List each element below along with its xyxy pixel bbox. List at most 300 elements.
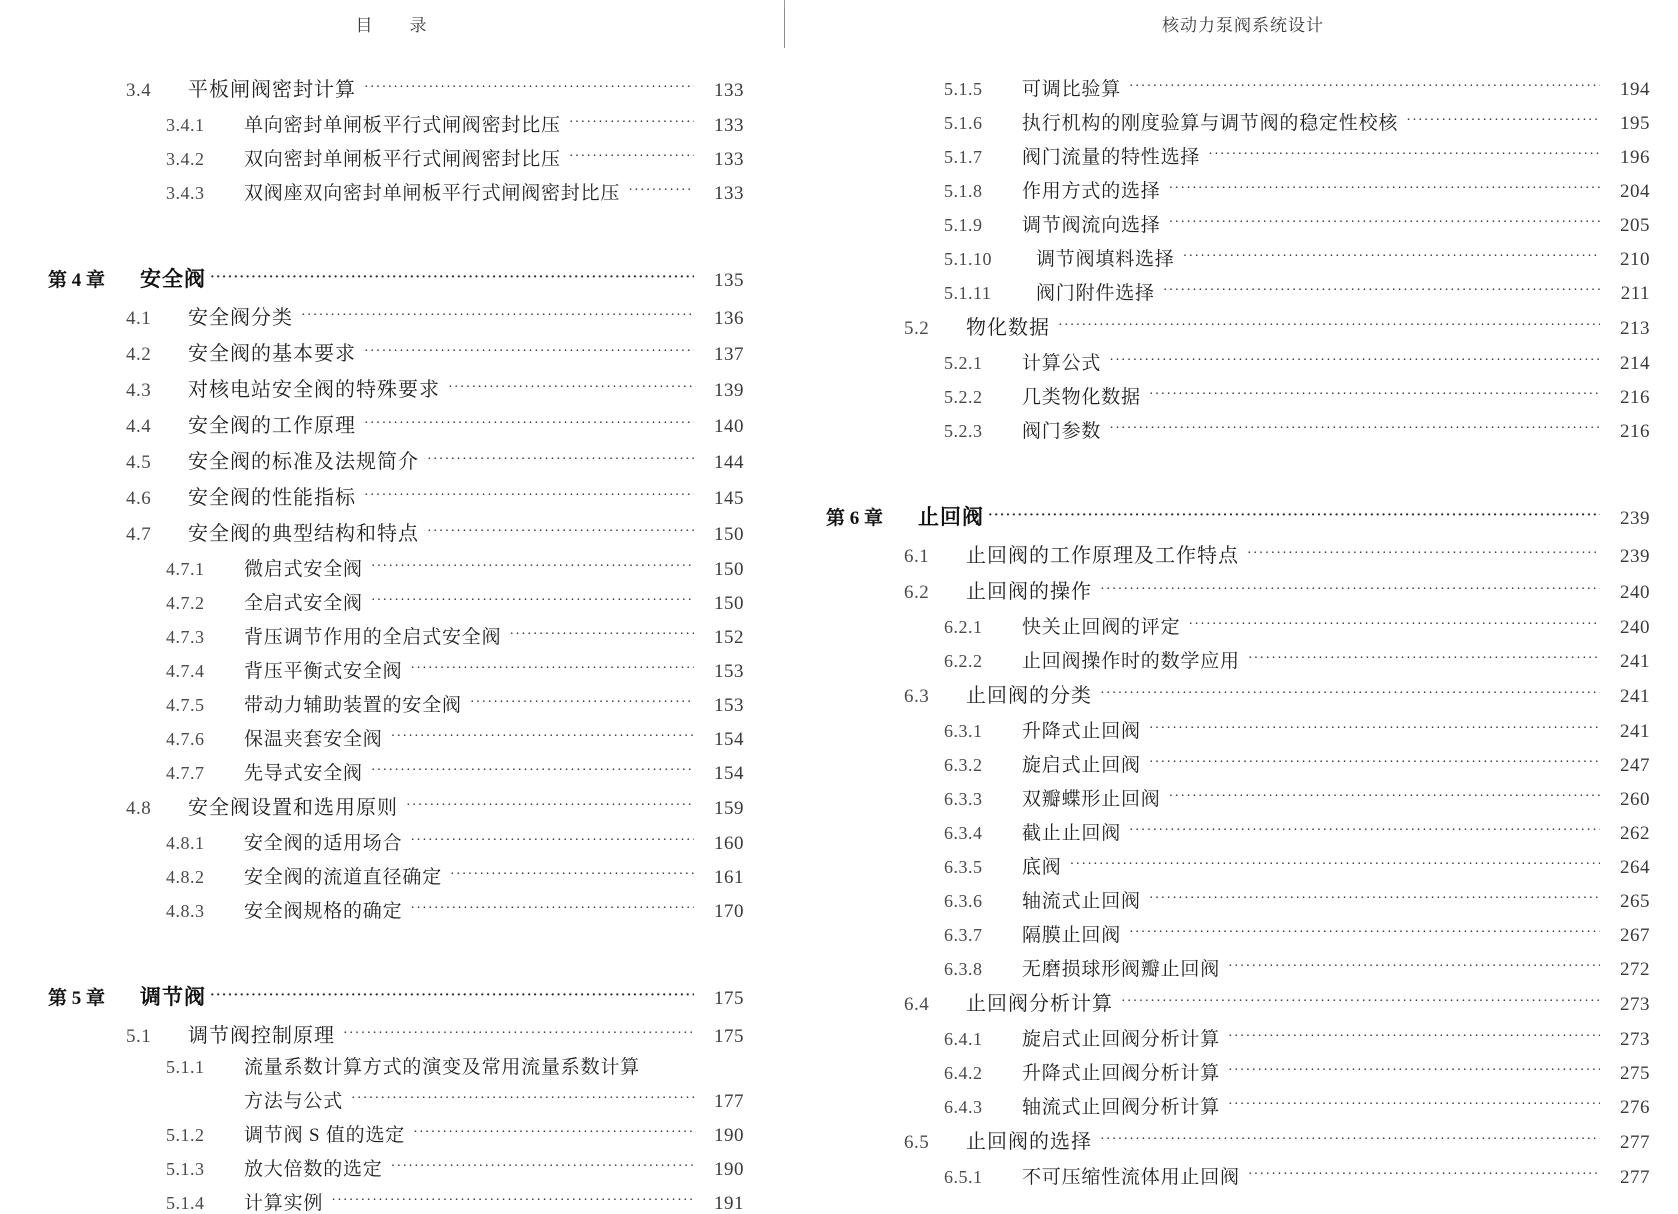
toc-page-number: 145 bbox=[714, 488, 744, 509]
toc-page-number: 241 bbox=[1620, 651, 1650, 672]
toc-page-number: 195 bbox=[1620, 113, 1650, 134]
toc-page-number: 153 bbox=[714, 695, 744, 716]
toc-leader-dots bbox=[406, 794, 694, 814]
toc-leader-dots bbox=[1109, 418, 1600, 437]
toc-leader-dots bbox=[1406, 110, 1600, 129]
toc-entry-title: 计算实例 bbox=[244, 1193, 324, 1214]
toc-entry-title: 调节阀流向选择 bbox=[1022, 215, 1161, 236]
toc-entry-number: 4.6 bbox=[126, 488, 152, 509]
toc-entry-number: 6.2.1 bbox=[944, 617, 983, 637]
toc-entry-number: 5.1.6 bbox=[944, 113, 983, 133]
toc-entry-number: 5.1.3 bbox=[166, 1159, 205, 1179]
toc-entry-number: 6.3.2 bbox=[944, 755, 983, 775]
toc-leader-dots bbox=[1228, 1060, 1600, 1079]
toc-entry-title: 止回阀的操作 bbox=[966, 581, 1092, 603]
toc-entry[interactable] bbox=[826, 888, 1650, 911]
toc-entry-number: 5.1.5 bbox=[944, 79, 983, 99]
toc-leader-dots bbox=[988, 504, 1600, 524]
toc-page-number: 154 bbox=[714, 763, 744, 784]
toc-entry-number: 4.7.1 bbox=[166, 559, 205, 579]
toc-entry-title: 作用方式的选择 bbox=[1022, 181, 1161, 202]
toc-entry[interactable] bbox=[826, 1026, 1650, 1049]
toc-entry-number: 6.5.1 bbox=[944, 1167, 983, 1187]
toc-entry[interactable] bbox=[826, 280, 1650, 303]
toc-entry-number: 5.2.2 bbox=[944, 387, 983, 407]
toc-entry-title: 安全阀的基本要求 bbox=[188, 343, 356, 365]
toc-page-number: 210 bbox=[1620, 249, 1650, 270]
toc-entry-number: 4.7.2 bbox=[166, 593, 205, 613]
toc-leader-dots bbox=[391, 726, 694, 745]
toc-entry-title: 阀门流量的特性选择 bbox=[1022, 147, 1201, 168]
toc-entry[interactable] bbox=[826, 418, 1650, 441]
toc-leader-dots bbox=[371, 590, 694, 609]
toc-entry-number: 4.2 bbox=[126, 344, 152, 365]
toc-leader-dots bbox=[1149, 888, 1600, 907]
toc-page-number: 216 bbox=[1620, 387, 1650, 408]
toc-leader-dots bbox=[410, 658, 694, 677]
toc-leader-dots bbox=[331, 1190, 694, 1209]
toc-entry-title: 物化数据 bbox=[966, 317, 1050, 339]
toc-leader-dots bbox=[427, 520, 694, 540]
toc-leader-dots bbox=[351, 1088, 694, 1107]
toc-leader-dots bbox=[364, 484, 694, 504]
toc-page-number: 247 bbox=[1620, 755, 1650, 776]
toc-entry[interactable] bbox=[48, 692, 744, 715]
toc-page-number: 152 bbox=[714, 627, 744, 648]
toc-entry-title: 全启式安全阀 bbox=[244, 593, 363, 614]
toc-entry-number: 第 6 章 bbox=[826, 508, 884, 529]
toc-entry[interactable] bbox=[826, 1128, 1650, 1152]
toc-entry[interactable] bbox=[48, 984, 744, 1008]
toc-page-number: 277 bbox=[1620, 1132, 1650, 1153]
toc-entry-number: 5.1.9 bbox=[944, 215, 983, 235]
toc-leader-dots bbox=[1149, 752, 1600, 771]
toc-entry-title: 止回阀 bbox=[918, 505, 984, 529]
toc-leader-dots bbox=[470, 692, 694, 711]
toc-entry-title: 背压调节作用的全启式安全阀 bbox=[244, 627, 502, 648]
toc-entry-title: 流量系数计算方式的演变及常用流量系数计算 bbox=[244, 1057, 641, 1078]
right-running-head bbox=[826, 0, 1650, 46]
toc-page-number: 154 bbox=[714, 729, 744, 750]
toc-leader-dots bbox=[1228, 1094, 1600, 1113]
toc-page-number: 140 bbox=[714, 416, 744, 437]
toc-leader-dots bbox=[1109, 350, 1600, 369]
toc-entry[interactable] bbox=[826, 648, 1650, 671]
toc-entry[interactable] bbox=[48, 76, 744, 100]
toc-entry-title: 安全阀的典型结构和特点 bbox=[188, 523, 419, 545]
toc-page-number: 204 bbox=[1620, 181, 1650, 202]
toc-page-number: 196 bbox=[1620, 147, 1650, 168]
toc-page-number: 273 bbox=[1620, 994, 1650, 1015]
toc-entry-number: 5.2.1 bbox=[944, 353, 983, 373]
toc-page-number: 175 bbox=[714, 988, 744, 1009]
toc-page-number: 214 bbox=[1620, 353, 1650, 374]
toc-page-number: 241 bbox=[1620, 721, 1650, 742]
toc-entry-title: 隔膜止回阀 bbox=[1022, 925, 1122, 946]
toc-page-number: 190 bbox=[714, 1125, 744, 1146]
toc-entry-number: 5.1.8 bbox=[944, 181, 983, 201]
toc-page-number: 191 bbox=[714, 1193, 744, 1214]
toc-entry-number: 6.3.7 bbox=[944, 925, 983, 945]
toc-leader-dots bbox=[1100, 1128, 1600, 1148]
toc-entry-number: 6.3.3 bbox=[944, 789, 983, 809]
toc-entry[interactable] bbox=[826, 504, 1650, 528]
toc-entry-number: 5.1 bbox=[126, 1026, 152, 1047]
right-page bbox=[786, 0, 1678, 1188]
toc-entry[interactable] bbox=[826, 1094, 1650, 1117]
toc-page-number: 262 bbox=[1620, 823, 1650, 844]
toc-page-number: 275 bbox=[1620, 1063, 1650, 1084]
toc-page-number: 159 bbox=[714, 798, 744, 819]
toc-entry[interactable] bbox=[48, 484, 744, 508]
toc-entry-title: 无磨损球形阀瓣止回阀 bbox=[1022, 959, 1221, 980]
section-spacer bbox=[48, 932, 744, 958]
toc-page-number: 177 bbox=[714, 1091, 744, 1112]
toc-entry-number: 6.3.5 bbox=[944, 857, 983, 877]
toc-entry[interactable] bbox=[48, 898, 744, 921]
toc-entry-number: 4.5 bbox=[126, 452, 152, 473]
toc-entry-number: 6.3.6 bbox=[944, 891, 983, 911]
toc-entry-title: 安全阀的性能指标 bbox=[188, 487, 356, 509]
right-running-head-text: 核动力泵阀系统设计 bbox=[1162, 15, 1324, 35]
toc-entry-number: 4.8.1 bbox=[166, 833, 205, 853]
toc-entry-number: 5.1.11 bbox=[944, 283, 992, 303]
toc-entry[interactable] bbox=[826, 76, 1650, 99]
toc-page-number: 153 bbox=[714, 661, 744, 682]
toc-page-number: 240 bbox=[1620, 617, 1650, 638]
toc-entry-title: 保温夹套安全阀 bbox=[244, 729, 383, 750]
toc-entry-number: 4.7.4 bbox=[166, 661, 205, 681]
toc-page-number: 213 bbox=[1620, 318, 1650, 339]
toc-entry-number: 第 5 章 bbox=[48, 988, 106, 1009]
toc-leader-dots bbox=[1129, 76, 1600, 95]
toc-entry-title: 轴流式止回阀分析计算 bbox=[1022, 1097, 1221, 1118]
toc-entry[interactable] bbox=[48, 658, 744, 681]
toc-entry[interactable] bbox=[826, 178, 1650, 201]
toc-leader-dots bbox=[509, 624, 694, 643]
toc-entry-title: 安全阀的适用场合 bbox=[244, 833, 403, 854]
toc-entry-title: 止回阀的选择 bbox=[966, 1131, 1092, 1153]
toc-entry-title: 阀门参数 bbox=[1022, 421, 1102, 442]
toc-entry[interactable] bbox=[826, 542, 1650, 566]
toc-leader-dots bbox=[1228, 956, 1600, 975]
toc-leader-dots bbox=[1129, 922, 1600, 941]
toc-entry[interactable] bbox=[826, 854, 1650, 877]
toc-entry[interactable] bbox=[48, 590, 744, 613]
toc-entry-number: 4.8 bbox=[126, 798, 152, 819]
toc-entry-number: 4.7.3 bbox=[166, 627, 205, 647]
toc-leader-dots bbox=[1183, 246, 1600, 265]
toc-entry-title: 带动力辅助装置的安全阀 bbox=[244, 695, 462, 716]
toc-leader-dots bbox=[371, 556, 694, 575]
toc-entry[interactable] bbox=[826, 314, 1650, 338]
toc-entry[interactable] bbox=[48, 1058, 744, 1077]
toc-entry[interactable] bbox=[826, 578, 1650, 602]
toc-entry[interactable] bbox=[48, 1156, 744, 1179]
toc-entry[interactable] bbox=[826, 922, 1650, 945]
toc-page-number: 276 bbox=[1620, 1097, 1650, 1118]
toc-entry-title: 调节阀 bbox=[140, 985, 206, 1009]
toc-entry[interactable] bbox=[48, 448, 744, 472]
toc-entry-title: 截止止回阀 bbox=[1022, 823, 1122, 844]
toc-page-number: 139 bbox=[714, 380, 744, 401]
toc-entry-title: 底阀 bbox=[1022, 857, 1062, 878]
toc-entry-title: 阀门附件选择 bbox=[1036, 283, 1155, 304]
toc-leader-dots bbox=[1100, 578, 1600, 598]
toc-leader-dots bbox=[1129, 820, 1600, 839]
toc-entry-title: 安全阀设置和选用原则 bbox=[188, 797, 398, 819]
toc-entry-title: 可调比验算 bbox=[1022, 79, 1122, 100]
toc-entry[interactable] bbox=[48, 180, 744, 203]
toc-page-number: 264 bbox=[1620, 857, 1650, 878]
toc-entry[interactable] bbox=[48, 112, 744, 135]
toc-entry-title: 双向密封单闸板平行式闸阀密封比压 bbox=[244, 149, 561, 170]
toc-page-number: 136 bbox=[714, 308, 744, 329]
toc-entry[interactable] bbox=[826, 1164, 1650, 1187]
left-running-head-text: 目 录 bbox=[355, 15, 437, 35]
toc-leader-dots bbox=[1188, 614, 1600, 633]
toc-entry[interactable] bbox=[826, 718, 1650, 741]
toc-leader-dots bbox=[569, 112, 694, 131]
toc-leader-dots bbox=[569, 146, 694, 165]
toc-entry-title: 计算公式 bbox=[1022, 353, 1102, 374]
toc-entry-title: 调节阀控制原理 bbox=[188, 1025, 335, 1047]
toc-entry[interactable] bbox=[826, 752, 1650, 775]
toc-entry-title-line2: 方法与公式 bbox=[244, 1091, 344, 1112]
toc-entry[interactable] bbox=[48, 266, 744, 290]
toc-page-number: 239 bbox=[1620, 508, 1650, 529]
toc-entry-number: 4.3 bbox=[126, 380, 152, 401]
toc-entry-title: 执行机构的刚度验算与调节阀的稳定性校核 bbox=[1022, 113, 1399, 134]
toc-entry-title: 放大倍数的选定 bbox=[244, 1159, 383, 1180]
toc-entry-number: 6.4 bbox=[904, 994, 930, 1015]
toc-entry-title: 止回阀分析计算 bbox=[966, 993, 1113, 1015]
toc-entry[interactable] bbox=[826, 614, 1650, 637]
toc-page-number: 137 bbox=[714, 344, 744, 365]
toc-entry-title: 升降式止回阀 bbox=[1022, 721, 1141, 742]
toc-entry[interactable] bbox=[826, 990, 1650, 1014]
toc-entry-number: 第 4 章 bbox=[48, 270, 106, 291]
toc-entry-title: 单向密封单闸板平行式闸阀密封比压 bbox=[244, 115, 561, 136]
left-running-head bbox=[48, 0, 744, 46]
toc-entry[interactable] bbox=[48, 1022, 744, 1046]
toc-page-number: 211 bbox=[1620, 283, 1650, 304]
toc-entry[interactable] bbox=[48, 304, 744, 328]
toc-entry-title: 轴流式止回阀 bbox=[1022, 891, 1141, 912]
toc-leader-dots bbox=[1247, 542, 1600, 562]
toc-entry-number: 4.7.7 bbox=[166, 763, 205, 783]
toc-entry-title: 快关止回阀的评定 bbox=[1022, 617, 1181, 638]
section-spacer bbox=[48, 214, 744, 240]
toc-leader-dots bbox=[413, 1122, 694, 1141]
toc-leader-dots bbox=[1169, 212, 1600, 231]
toc-page-number: 133 bbox=[714, 115, 744, 136]
toc-entry-title: 几类物化数据 bbox=[1022, 387, 1141, 408]
toc-entry[interactable] bbox=[48, 830, 744, 853]
toc-entry-title: 微启式安全阀 bbox=[244, 559, 363, 580]
toc-page-number: 273 bbox=[1620, 1029, 1650, 1050]
toc-entry[interactable] bbox=[826, 384, 1650, 407]
toc-leader-dots bbox=[1228, 1026, 1600, 1045]
toc-entry-number: 3.4.3 bbox=[166, 183, 205, 203]
toc-entry-title: 双瓣蝶形止回阀 bbox=[1022, 789, 1161, 810]
toc-leader-dots bbox=[1058, 314, 1600, 334]
section-spacer bbox=[826, 452, 1650, 478]
toc-entry-number: 5.1.1 bbox=[166, 1057, 205, 1077]
toc-leader-dots bbox=[1248, 648, 1600, 667]
toc-entry-number: 3.4 bbox=[126, 80, 152, 101]
toc-entry[interactable] bbox=[48, 376, 744, 400]
toc-entry[interactable] bbox=[826, 1060, 1650, 1083]
toc-page-number: 216 bbox=[1620, 421, 1650, 442]
toc-entry[interactable] bbox=[826, 246, 1650, 269]
toc-entry-title: 不可压缩性流体用止回阀 bbox=[1022, 1167, 1240, 1188]
toc-page-number: 175 bbox=[714, 1026, 744, 1047]
toc-entry-title: 双阀座双向密封单闸板平行式闸阀密封比压 bbox=[244, 183, 621, 204]
toc-entry-title: 旋启式止回阀分析计算 bbox=[1022, 1029, 1221, 1050]
toc-entry[interactable] bbox=[48, 794, 744, 818]
toc-entry-number: 5.1.2 bbox=[166, 1125, 205, 1145]
toc-leader-dots bbox=[210, 266, 694, 286]
toc-entry-title: 调节阀填料选择 bbox=[1036, 249, 1175, 270]
toc-page-number: 205 bbox=[1620, 215, 1650, 236]
toc-entry-number: 5.1.10 bbox=[944, 249, 992, 269]
toc-entry[interactable] bbox=[48, 760, 744, 783]
toc-page-number: 133 bbox=[714, 183, 744, 204]
toc-entry-number: 6.3 bbox=[904, 686, 930, 707]
toc-entry[interactable] bbox=[826, 144, 1650, 167]
toc-entry-number: 6.2.2 bbox=[944, 651, 983, 671]
toc-entry-title: 先导式安全阀 bbox=[244, 763, 363, 784]
toc-entry-number: 3.4.1 bbox=[166, 115, 205, 135]
toc-entry-title: 对核电站安全阀的特殊要求 bbox=[188, 379, 440, 401]
toc-page-number: 194 bbox=[1620, 79, 1650, 100]
toc-entry-number: 6.2 bbox=[904, 582, 930, 603]
toc-page-number: 135 bbox=[714, 270, 744, 291]
toc-page-number: 170 bbox=[714, 901, 744, 922]
toc-entry-number: 6.4.2 bbox=[944, 1063, 983, 1083]
toc-leader-dots bbox=[301, 304, 694, 324]
toc-leader-dots bbox=[371, 760, 694, 779]
toc-entry-title: 止回阀的工作原理及工作特点 bbox=[966, 545, 1239, 567]
toc-entry-number: 5.2.3 bbox=[944, 421, 983, 441]
toc-entry[interactable] bbox=[48, 864, 744, 887]
toc-entry-number: 6.3.4 bbox=[944, 823, 983, 843]
toc-entry-title: 背压平衡式安全阀 bbox=[244, 661, 403, 682]
toc-leader-dots bbox=[1100, 682, 1600, 702]
toc-entry-title: 安全阀的工作原理 bbox=[188, 415, 356, 437]
toc-entry-title: 止回阀的分类 bbox=[966, 685, 1092, 707]
toc-entry-number: 4.4 bbox=[126, 416, 152, 437]
left-toc-list bbox=[48, 46, 744, 1213]
toc-entry-number: 5.2 bbox=[904, 318, 930, 339]
toc-entry[interactable] bbox=[826, 110, 1650, 133]
toc-entry-number: 6.3.8 bbox=[944, 959, 983, 979]
toc-leader-dots bbox=[1149, 718, 1600, 737]
toc-entry-title: 升降式止回阀分析计算 bbox=[1022, 1063, 1221, 1084]
toc-page-number: 133 bbox=[714, 80, 744, 101]
toc-entry-title: 止回阀操作时的数学应用 bbox=[1022, 651, 1240, 672]
toc-leader-dots bbox=[628, 180, 694, 199]
toc-entry-number: 5.1.4 bbox=[166, 1193, 205, 1213]
toc-entry-number: 6.4.1 bbox=[944, 1029, 983, 1049]
toc-leader-dots bbox=[1169, 178, 1600, 197]
toc-leader-dots bbox=[1248, 1164, 1600, 1183]
toc-leader-dots bbox=[210, 984, 694, 1004]
toc-leader-dots bbox=[391, 1156, 694, 1175]
toc-entry-number: 6.3.1 bbox=[944, 721, 983, 741]
toc-entry[interactable] bbox=[826, 956, 1650, 979]
toc-entry[interactable] bbox=[48, 520, 744, 544]
toc-entry[interactable] bbox=[826, 212, 1650, 235]
toc-leader-dots bbox=[1208, 144, 1600, 163]
toc-page-number: 260 bbox=[1620, 789, 1650, 810]
toc-page-number: 267 bbox=[1620, 925, 1650, 946]
toc-entry[interactable] bbox=[48, 624, 744, 647]
toc-entry[interactable] bbox=[826, 350, 1650, 373]
toc-entry[interactable] bbox=[48, 556, 744, 579]
toc-entry-number: 4.7.5 bbox=[166, 695, 205, 715]
toc-page-number: 150 bbox=[714, 559, 744, 580]
toc-entry-number: 4.8.2 bbox=[166, 867, 205, 887]
toc-page-number: 150 bbox=[714, 593, 744, 614]
toc-page-number: 161 bbox=[714, 867, 744, 888]
toc-leader-dots bbox=[450, 864, 694, 883]
toc-leader-dots bbox=[410, 830, 694, 849]
toc-entry-number: 4.8.3 bbox=[166, 901, 205, 921]
toc-entry[interactable] bbox=[48, 726, 744, 749]
toc-leader-dots bbox=[364, 76, 694, 96]
toc-entry[interactable] bbox=[826, 682, 1650, 706]
toc-leader-dots bbox=[448, 376, 694, 396]
toc-page-number: 144 bbox=[714, 452, 744, 473]
left-page bbox=[0, 0, 784, 1214]
toc-page-number: 241 bbox=[1620, 686, 1650, 707]
toc-leader-dots bbox=[1169, 786, 1600, 805]
toc-entry-title: 安全阀 bbox=[140, 267, 206, 291]
toc-entry[interactable] bbox=[48, 1122, 744, 1145]
toc-page-number: 265 bbox=[1620, 891, 1650, 912]
toc-entry[interactable] bbox=[48, 1190, 744, 1213]
toc-entry-title: 调节阀 S 值的选定 bbox=[244, 1125, 406, 1146]
toc-page-number: 240 bbox=[1620, 582, 1650, 603]
toc-leader-dots bbox=[364, 412, 694, 432]
toc-leader-dots bbox=[1070, 854, 1600, 873]
toc-page-number: 133 bbox=[714, 149, 744, 170]
toc-leader-dots bbox=[1149, 384, 1600, 403]
toc-entry-number: 5.1.7 bbox=[944, 147, 983, 167]
toc-entry-title: 平板闸阀密封计算 bbox=[188, 79, 356, 101]
right-toc-list bbox=[826, 46, 1650, 1187]
toc-page-number: 160 bbox=[714, 833, 744, 854]
toc-leader-dots bbox=[1163, 280, 1600, 299]
toc-entry-title: 安全阀规格的确定 bbox=[244, 901, 403, 922]
toc-page-number: 239 bbox=[1620, 546, 1650, 567]
toc-entry-continuation[interactable] bbox=[48, 1088, 744, 1111]
toc-page-number: 190 bbox=[714, 1159, 744, 1180]
toc-entry[interactable] bbox=[48, 412, 744, 436]
toc-leader-dots bbox=[410, 898, 694, 917]
toc-entry-number: 4.7 bbox=[126, 524, 152, 545]
toc-entry[interactable] bbox=[826, 786, 1650, 809]
header-divider-rule bbox=[784, 8, 785, 48]
toc-entry-title: 旋启式止回阀 bbox=[1022, 755, 1141, 776]
toc-entry[interactable] bbox=[48, 146, 744, 169]
toc-entry[interactable] bbox=[48, 340, 744, 364]
toc-page-number: 277 bbox=[1620, 1167, 1650, 1188]
toc-entry[interactable] bbox=[826, 820, 1650, 843]
toc-entry-number: 6.1 bbox=[904, 546, 930, 567]
